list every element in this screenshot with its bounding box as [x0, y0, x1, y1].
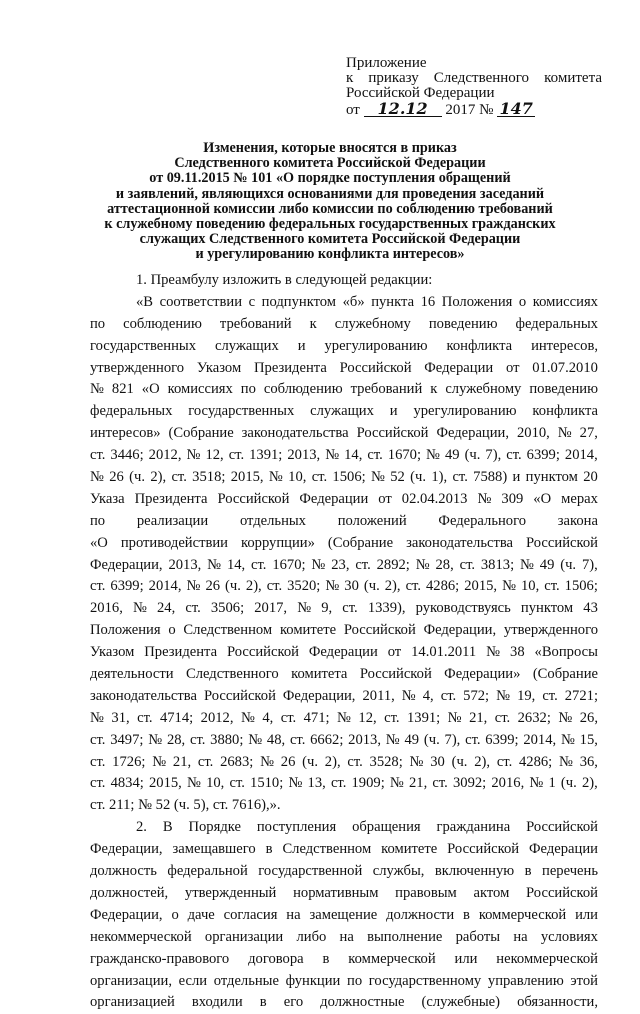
handwritten-date: 12.12 [364, 101, 442, 117]
handwritten-number: 147 [497, 101, 535, 117]
paragraph-line: должность федеральной государственной службы, включенную в перечень [90, 863, 598, 880]
paragraph-line: деятельности Следственного комитета Российской Федерации» (Собрание [90, 666, 598, 683]
paragraph-line: 1. Преамбулу изложить в следующей редакции: [136, 272, 433, 288]
paragraph-line: утвержденного Указом Президента Российской Федерации от 01.07.2010 [90, 359, 598, 376]
paragraph-line: Федерации, 2013, № 14, ст. 1670; № 23, ст. 2892; № 28, ст. 3813; № 49 (ч. 7), [90, 556, 598, 573]
paragraph-line: должностей, утвержденный нормативным правовым актом Российской [90, 884, 598, 901]
paragraph-line: ст. 3446; 2012, № 12, ст. 1391; 2013, № 14, ст. 1670; № 49 (ч. 7), ст. 6399; 2014, [90, 447, 598, 464]
document-body [90, 270, 598, 1014]
paragraph-line: 2016, № 24, ст. 3506; 2017, № 9, ст. 1339), руководствуясь пунктом 43 [90, 600, 598, 617]
appendix-header [346, 56, 602, 118]
paragraph-line: ст. 211; № 52 (ч. 5), ст. 7616),». [90, 797, 281, 814]
paragraph-line: гражданско-правового договора в коммерческой или некоммерческой [90, 950, 598, 967]
paragraph-line: государственных служащих и урегулированию конфликта интересов, [90, 337, 598, 354]
paragraph-line: федеральных государственных служащих и урегулированию конфликта [90, 403, 598, 420]
paragraph-line: законодательства Российской Федерации, 2011, № 4, ст. 572; № 19, ст. 2721; [90, 687, 598, 704]
paragraph-line: Указом Президента Российской Федерации от 14.01.2011 № 38 «Вопросы [90, 644, 598, 661]
title-line: Изменения, которые вносятся в приказ [203, 140, 457, 156]
paragraph-line: Федерации, о даче согласия на замещение должности в коммерческой или [90, 906, 598, 923]
paragraph-line: № 31, ст. 4714; 2012, № 4, ст. 471; № 12, ст. 1391; № 21, ст. 2632; № 26, [90, 709, 598, 726]
paragraph-line: «В соответствии с подпунктом «б» пункта 16 Положения о комиссиях [136, 293, 598, 310]
title-line: Следственного комитета Российской Федерации [174, 155, 486, 172]
document-title [100, 141, 560, 263]
paragraph-line: № 26 (ч. 2), ст. 3518; 2015, № 10, ст. 1506; № 52 (ч. 1), ст. 7588) и пунктом 20 [90, 469, 598, 486]
paragraph-line: «О противодействии коррупции» (Собрание законодательства Российской [90, 534, 598, 551]
paragraph-line: некоммерческой организации либо на выполнение работы на условиях [90, 928, 598, 945]
paragraph-line: ст. 3497; № 28, ст. 3880; № 48, ст. 6662; 2013, № 49 (ч. 7), ст. 6399; 2014, № 15, [90, 731, 598, 748]
paragraph-line: № 821 «О комиссиях по соблюдению требований к служебному поведению [90, 381, 598, 398]
paragraph-line: интересов» (Собрание законодательства Российской Федерации, 2010, № 27, [90, 425, 598, 442]
paragraph-line: ст. 4834; 2015, № 10, ст. 1510; № 13, ст. 1909; № 21, ст. 3092; 2016, № 1 (ч. 2), [90, 775, 598, 792]
paragraph-line: по реализации отдельных положений Федерального закона [90, 512, 598, 529]
paragraph-line: 2. В Порядке поступления обращения гражданина Российской [136, 819, 598, 836]
title-line: от 09.11.2015 № 101 «О порядке поступления обращений [149, 170, 511, 187]
paragraph-line: Федерации, замещавшего в Следственном комитете Российской Федерации [90, 841, 598, 858]
title-line: к служебному поведению федеральных государственных гражданских [104, 216, 556, 233]
paragraph-line: Положения о Следственном комитете Российской Федерации, утвержденного [90, 622, 598, 639]
appendix-order-line: к приказу Следственного комитета [346, 70, 602, 86]
paragraph-line: Указа Президента Российской Федерации от 02.04.2013 № 309 «О мерах [90, 490, 598, 507]
appendix-date-line: от 12.12 2017 № 147 [346, 101, 602, 118]
title-line: и урегулированию конфликта интересов» [195, 246, 465, 263]
paragraph-line: организации, если отдельные функции по государственному управлению этой [90, 972, 598, 989]
paragraph-line: ст. 1726; № 21, ст. 2683; № 26 (ч. 2), ст. 3528; № 30 (ч. 2), ст. 4286; № 36, [90, 753, 598, 770]
paragraph-line: ст. 6399; 2014, № 26 (ч. 2), ст. 3520; № 30 (ч. 2), ст. 4286; 2015, № 10, ст. 1506; [90, 578, 598, 595]
appendix-org-line: Российской Федерации [346, 85, 495, 101]
title-line: аттестационной комиссии либо комиссии по соблюдению требований [107, 200, 553, 217]
appendix-title: Приложение [346, 55, 427, 71]
paragraph-line: организацией входили в его должностные (служебные) обязанности, [90, 994, 598, 1011]
paragraph-line: по соблюдению требований к служебному поведению федеральных [90, 315, 598, 332]
title-line: служащих Следственного комитета Российской Федерации [139, 231, 521, 248]
title-line: и заявлений, являющихся основаниями для проведения заседаний [115, 185, 545, 202]
